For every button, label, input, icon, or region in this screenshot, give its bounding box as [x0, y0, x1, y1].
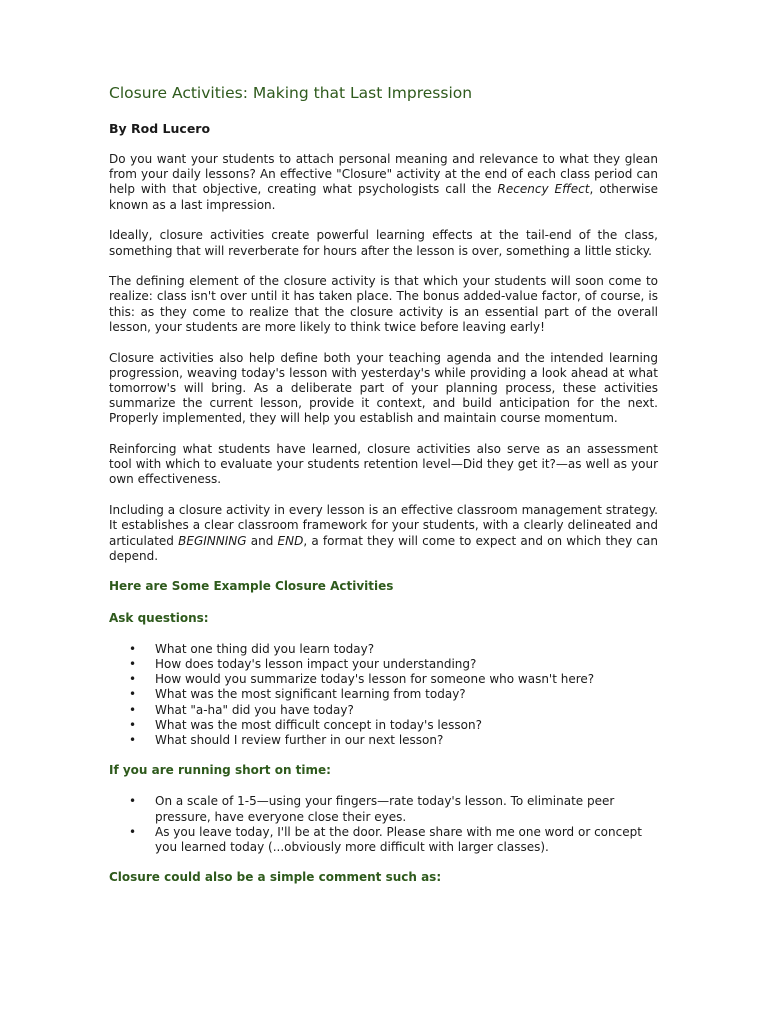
paragraph-ideally: Ideally, closure activities create powerful learning effects at the tail-end of the class, something that will reverberate for hours after the lesson is over, something a little sticky.	[109, 228, 658, 258]
section-heading-examples: Here are Some Example Closure Activities	[109, 579, 394, 594]
paragraph-intro-text: Do you want your students to attach personal meaning and relevance to what they glean from your daily lessons? An effective "Closure" activity at the end of each class period can help with that objective, creating what psychologists call the	[109, 152, 658, 197]
paragraph-intro	[109, 152, 658, 213]
recency-effect-term: Recency Effect	[497, 182, 590, 197]
beginning-term: BEGINNING	[178, 533, 247, 548]
ask-questions-list	[109, 642, 658, 748]
paragraph-intro-text-end: , otherwise known as a last impression.	[109, 182, 658, 212]
paragraph-management-text-end: , a format they will come to expect and on which they can depend.	[109, 533, 658, 563]
document-title: Closure Activities: Making that Last Impression	[109, 84, 473, 102]
paragraph-management	[109, 503, 658, 564]
section-heading-ask-questions: Ask questions:	[109, 610, 209, 625]
author-byline: By Rod Lucero	[109, 121, 211, 136]
list-item: • On a scale of 1-5—using your fingers—rate today's lesson. To eliminate peer pressure, have everyone close their eyes.	[155, 794, 658, 824]
list-item: • As you leave today, I'll be at the door. Please share with me one word or concept you learned today (...obviously more difficult with larger classes).	[155, 825, 658, 855]
list-item: • How would you summarize today's lesson for someone who wasn't here?	[155, 672, 658, 687]
paragraph-reinforcing: Reinforcing what students have learned, closure activities also serve as an assessment tool with which to evaluate your students retention level—Did they get it?—as well as your own effectiveness.	[109, 442, 658, 487]
list-item: • What one thing did you learn today?	[155, 642, 658, 657]
list-item: • What "a-ha" did you have today?	[155, 703, 658, 718]
end-term: END	[277, 533, 304, 548]
paragraph-agenda: Closure activities also help define both your teaching agenda and the intended learning progression, weaving today's lesson with yesterday's while providing a look ahead at what tomorrow's will bring. As a deliberate part of your planning process, these activities summarize the current lesson, provide it context, and build anticipation for the next. Properly implemented, they will help you establish and maintain course momentum.	[109, 350, 658, 426]
short-on-time-list	[109, 794, 658, 855]
list-item: • What was the most difficult concept in today's lesson?	[155, 718, 658, 733]
section-heading-simple-comment: Closure could also be a simple comment such as:	[109, 870, 442, 885]
paragraph-management-text: Including a closure activity in every lesson is an effective classroom management strategy. It establishes a clear classroom framework for your students, with a clearly delineated and articulated	[109, 503, 658, 548]
list-item: • What should I review further in our next lesson?	[155, 733, 658, 748]
paragraph-defining-element: The defining element of the closure activity is that which your students will soon come to realize: class isn't over until it has taken place. The bonus added-value factor, of course, is this: as they come to realize that the closure activity is an essential part of the overall lesson, your students are more likely to think twice before leaving early!	[109, 274, 658, 334]
paragraph-management-and: and	[246, 533, 278, 548]
document-body	[109, 152, 658, 901]
section-heading-short-on-time: If you are running short on time:	[109, 763, 331, 778]
list-item: • How does today's lesson impact your understanding?	[155, 657, 658, 672]
list-item: • What was the most significant learning from today?	[155, 687, 658, 702]
